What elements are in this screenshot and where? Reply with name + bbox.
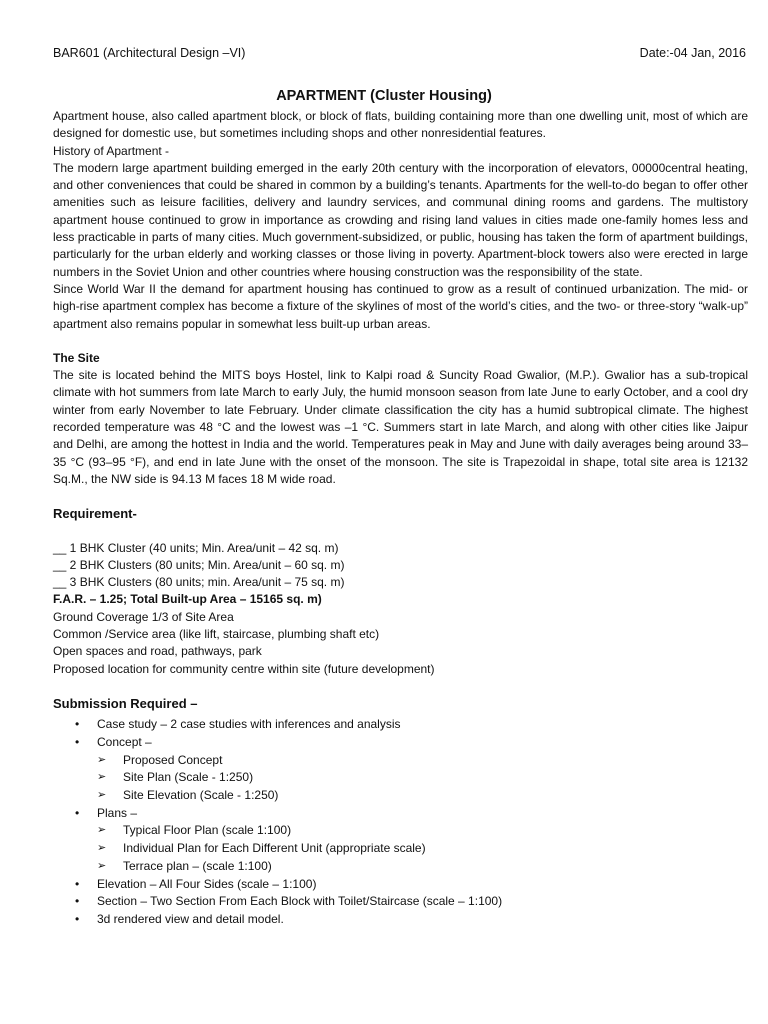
plans-sublist xyxy=(97,822,748,875)
submission-item-plans: • Plans – ➢ Typical Floor Plan (scale 1:100) ➢ Individual Plan for Each Different Unit (appropriate scale) ➢ Terrace plan – (scale 1:100) xyxy=(75,805,748,876)
requirement-list xyxy=(53,540,748,678)
submission-item-section: • Section – Two Section From Each Block with Toilet/Staircase (scale – 1:100) xyxy=(75,893,748,911)
concept-sub-item: ➢ Proposed Concept xyxy=(97,752,748,770)
page-title: APARTMENT (Cluster Housing) xyxy=(276,88,492,104)
arrow-bullet-icon: ➢ xyxy=(97,789,107,802)
history-paragraph-1: The modern large apartment building emerged in the early 20th century with the incorporation of elevators, 00000central heating, and other conveniences that could be shared in common by a building’s tenants. Apartments for the well-to-do began to offer other amenities such as leisure facilities, delivery and laundry services, and communal dining rooms and gardens. The multistory apartment house continued to grow in importance as crowding and rising land values in cities made one-family homes less and less practicable in parts of many cities. Much government-subsidized, or public, housing has taken the form of apartment buildings, particularly for the urban elderly and working classes or those living in poverty. Apartment-block towers also were erected in large numbers in the Soviet Union and other countries where housing construction was the responsibility of the state. xyxy=(53,160,748,279)
document-body xyxy=(53,108,748,929)
plans-sub-item: ➢ Typical Floor Plan (scale 1:100) xyxy=(97,822,748,840)
history-heading: History of Apartment - xyxy=(53,143,170,158)
document-header xyxy=(53,46,746,60)
bullet-icon: • xyxy=(75,805,80,820)
requirement-item: Ground Coverage 1/3 of Site Area xyxy=(53,609,234,624)
concept-sublist xyxy=(97,752,748,805)
far-line: F.A.R. – 1.25; Total Built-up Area – 15165 sq. m) xyxy=(53,592,322,607)
requirement-item: __ 2 BHK Clusters (80 units; Min. Area/unit – 60 sq. m) xyxy=(53,557,345,572)
history-paragraph-2: Since World War II the demand for apartment housing has continued to grow as a result of continued urbanization. The mid- or high-rise apartment complex has become a fixture of the skylines of most of the world’s cities, and the two- or three-story “walk-up” apartment also remains popular in somewhat less built-up urban areas. xyxy=(53,281,748,331)
submission-item-elevation: • Elevation – All Four Sides (scale – 1:100) xyxy=(75,876,748,894)
intro-paragraph: Apartment house, also called apartment block, or block of flats, building containing more than one dwelling unit, most of which are designed for domestic use, but sometimes including shops and other nonresidential features. xyxy=(53,109,748,141)
arrow-bullet-icon: ➢ xyxy=(97,842,107,855)
submission-item-case-study: • Case study – 2 case studies with inferences and analysis xyxy=(75,716,748,734)
submission-list xyxy=(53,716,748,928)
course-code: BAR601 (Architectural Design –VI) xyxy=(53,46,246,60)
arrow-bullet-icon: ➢ xyxy=(97,771,107,784)
bullet-icon: • xyxy=(75,894,80,909)
requirement-item: __ 1 BHK Cluster (40 units; Min. Area/unit – 42 sq. m) xyxy=(53,540,339,555)
plans-sub-item: ➢ Individual Plan for Each Different Unit (appropriate scale) xyxy=(97,840,748,858)
requirement-heading: Requirement- xyxy=(53,506,137,522)
bullet-icon: • xyxy=(75,911,80,926)
requirement-item: Common /Service area (like lift, staircase, plumbing shaft etc) xyxy=(53,627,380,642)
requirement-item: Open spaces and road, pathways, park xyxy=(53,644,262,659)
arrow-bullet-icon: ➢ xyxy=(97,824,107,837)
requirement-item: Proposed location for community centre within site (future development) xyxy=(53,661,435,676)
document-date: Date:-04 Jan, 2016 xyxy=(639,46,746,60)
site-heading: The Site xyxy=(53,350,100,365)
bullet-icon: • xyxy=(75,876,80,891)
arrow-bullet-icon: ➢ xyxy=(97,753,107,766)
concept-sub-item: ➢ Site Elevation (Scale - 1:250) xyxy=(97,787,748,805)
bullet-icon: • xyxy=(75,717,80,732)
bullet-icon: • xyxy=(75,734,80,749)
submission-item-concept: • Concept – ➢ Proposed Concept ➢ Site Plan (Scale - 1:250) ➢ Site Elevation (Scale - 1:250) xyxy=(75,734,748,805)
concept-sub-item: ➢ Site Plan (Scale - 1:250) xyxy=(97,769,748,787)
plans-sub-item: ➢ Terrace plan – (scale 1:100) xyxy=(97,858,748,876)
submission-heading: Submission Required – xyxy=(53,695,198,711)
submission-item-render: • 3d rendered view and detail model. xyxy=(75,911,748,929)
site-paragraph: The site is located behind the MITS boys Hostel, link to Kalpi road & Suncity Road Gwalior, (M.P.). Gwalior has a sub-tropical climate with hot summers from late March to early July, the humid monsoon season from late June to early October, and a cool dry winter from early November to late February. Under climate classification the city has a humid subtropical climate. The highest recorded temperature was 48 °C and the lowest was –1 °C. Summers start in late March, and along with other cities like Jaipur and Delhi, are among the hottest in India and the world. Temperatures peak in May and June with daily averages being around 33–35 °C (93–95 °F), and end in late June with the onset of the monsoon. The site is Trapezoidal in shape, total site area is 12132 Sq.M., the NW side is 94.13 M faces 18 M wide road. xyxy=(53,368,748,486)
requirement-item: __ 3 BHK Clusters (80 units; min. Area/unit – 75 sq. m) xyxy=(53,575,345,590)
arrow-bullet-icon: ➢ xyxy=(97,859,107,872)
